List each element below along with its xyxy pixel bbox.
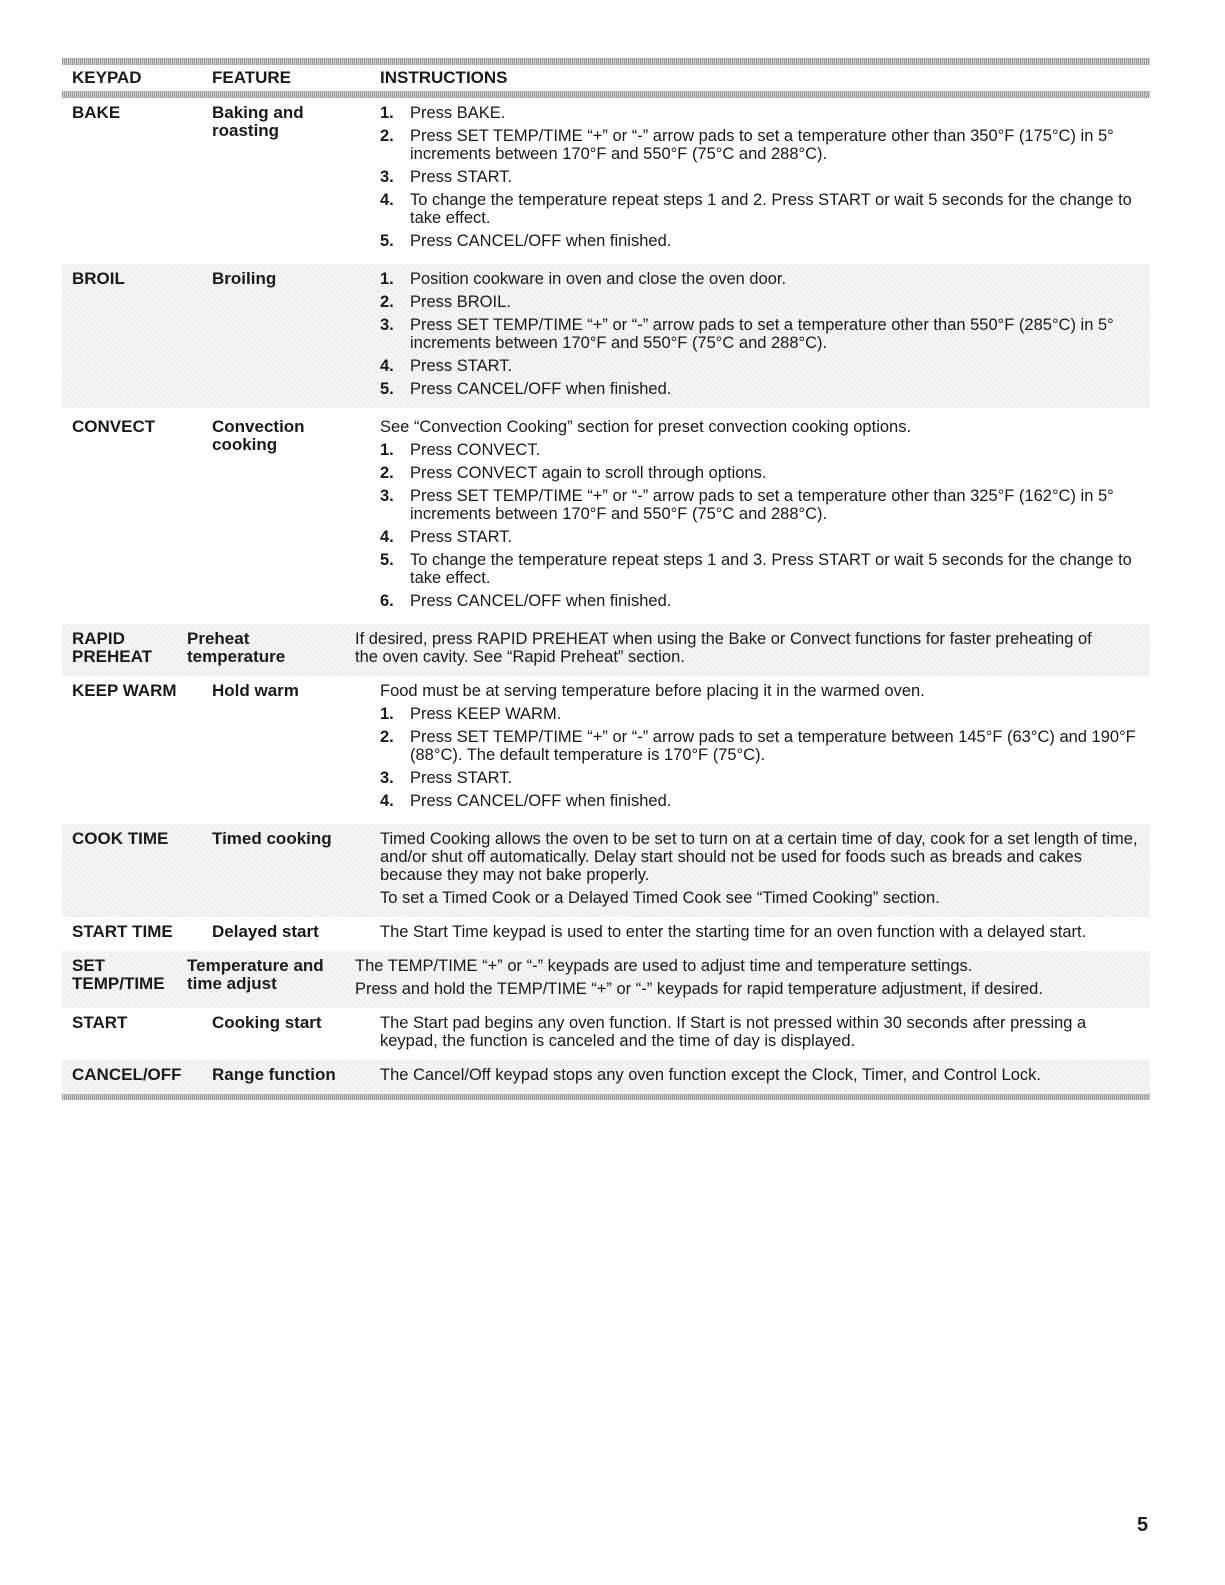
instructions-cell	[380, 104, 1150, 250]
instruction-paragraph: The TEMP/TIME “+” or “-” keypads are used to adjust time and temperature settings.	[355, 957, 973, 975]
step-text: Press BROIL.	[410, 293, 511, 311]
step-number: 2.	[380, 464, 394, 482]
step-text: Press SET TEMP/TIME “+” or “-” arrow pads to set a temperature other than 350°F (175°C) in 5° increments between 170°F and 550°F (75°C and 288°C).	[410, 127, 1114, 163]
step-number: 2.	[380, 293, 394, 311]
keypad-cell: CONVECT	[72, 417, 156, 436]
step-item	[380, 168, 1144, 186]
step-number: 4.	[380, 528, 394, 546]
step-item	[380, 792, 1144, 810]
keypad-cell: SET TEMP/TIME	[72, 956, 165, 993]
table-body	[62, 98, 1150, 1094]
step-number: 5.	[380, 551, 394, 569]
step-text: Press START.	[410, 357, 513, 375]
instruction-paragraph: The Cancel/Off keypad stops any oven function except the Clock, Timer, and Control Lock.	[380, 1066, 1041, 1084]
feature-cell: Timed cooking	[212, 829, 332, 848]
step-text: Press CANCEL/OFF when finished.	[410, 792, 672, 810]
instruction-paragraph: The Start Time keypad is used to enter the starting time for an oven function with a delayed start.	[380, 923, 1087, 941]
step-item	[380, 293, 1144, 311]
feature-cell: Range function	[212, 1065, 336, 1084]
keypad-cell: START TIME	[72, 922, 173, 941]
step-item	[380, 592, 1144, 610]
table-bottom-rule	[62, 1094, 1150, 1100]
step-text: Press CANCEL/OFF when finished.	[410, 380, 672, 398]
step-item	[380, 316, 1144, 352]
table-header-row	[62, 65, 1150, 91]
step-item	[380, 464, 1144, 482]
step-item	[380, 270, 1144, 288]
instructions-cell	[355, 957, 1125, 998]
instructions-cell	[380, 270, 1150, 398]
instructions-cell	[380, 418, 1150, 610]
keypad-cell: START	[72, 1013, 128, 1032]
step-number: 1.	[380, 705, 394, 723]
step-text: Press SET TEMP/TIME “+” or “-” arrow pads to set a temperature other than 550°F (285°C) in 5° increments between 170°F and 550°F (75°C and 288°C).	[410, 316, 1114, 352]
steps-list	[380, 270, 1144, 398]
instruction-paragraph: Timed Cooking allows the oven to be set to turn on at a certain time of day, cook for a set length of time, and/or shut off automatically. Delay start should not be used for foods such as breads and cakes because they may not bake properly.	[380, 830, 1138, 884]
feature-cell: Cooking start	[212, 1013, 322, 1032]
step-text: Press CONVECT again to scroll through options.	[410, 464, 767, 482]
step-item	[380, 380, 1144, 398]
step-number: 5.	[380, 380, 394, 398]
step-text: Press SET TEMP/TIME “+” or “-” arrow pads to set a temperature other than 325°F (162°C) in 5° increments between 170°F and 550°F (75°C and 288°C).	[410, 487, 1114, 523]
keypad-table	[62, 58, 1150, 1100]
keypad-cell: KEEP WARM	[72, 681, 177, 700]
step-item	[380, 705, 1144, 723]
step-item	[380, 728, 1144, 764]
table-row	[62, 408, 1150, 624]
step-number: 2.	[380, 127, 394, 145]
feature-cell: Broiling	[212, 269, 277, 288]
keypad-cell: BAKE	[72, 103, 121, 122]
table-row	[62, 624, 1150, 676]
feature-cell: Preheat temperature	[187, 629, 286, 666]
instructions-cell	[355, 630, 1125, 666]
step-text: Press START.	[410, 168, 513, 186]
instructions-cell	[380, 1014, 1150, 1050]
feature-cell: Baking and roasting	[212, 103, 304, 140]
keypad-cell: BROIL	[72, 269, 125, 288]
keypad-cell: COOK TIME	[72, 829, 169, 848]
step-number: 2.	[380, 728, 394, 746]
page-number: 5	[1137, 1514, 1149, 1536]
feature-cell: Delayed start	[212, 922, 319, 941]
table-top-rule	[62, 58, 1150, 65]
step-number: 1.	[380, 441, 394, 459]
header-keypad: KEYPAD	[72, 68, 142, 87]
table-row	[62, 1008, 1150, 1060]
feature-cell: Convection cooking	[212, 417, 305, 454]
table-row	[62, 264, 1150, 408]
step-text: Press SET TEMP/TIME “+” or “-” arrow pads to set a temperature between 145°F (63°C) and 190°F (88°C). The default temperature is 170°F (75°C).	[410, 728, 1136, 764]
keypad-cell: CANCEL/OFF	[72, 1065, 182, 1084]
step-text: Press START.	[410, 528, 513, 546]
table-row	[62, 1060, 1150, 1094]
step-text: Press START.	[410, 769, 513, 787]
table-row	[62, 98, 1150, 264]
step-text: To change the temperature repeat steps 1 and 3. Press START or wait 5 seconds for the change to take effect.	[410, 551, 1132, 587]
step-number: 6.	[380, 592, 394, 610]
steps-list	[380, 104, 1144, 250]
instructions-cell	[380, 1066, 1150, 1084]
step-number: 4.	[380, 792, 394, 810]
step-number: 3.	[380, 769, 394, 787]
instruction-paragraph: Food must be at serving temperature before placing it in the warmed oven.	[380, 682, 925, 700]
step-item	[380, 487, 1144, 523]
instruction-paragraph: Press and hold the TEMP/TIME “+” or “-” keypads for rapid temperature adjustment, if desired.	[355, 980, 1043, 998]
keypad-cell: RAPID PREHEAT	[72, 629, 152, 666]
step-number: 4.	[380, 357, 394, 375]
step-number: 3.	[380, 487, 394, 505]
instruction-paragraph: To set a Timed Cook or a Delayed Timed Cook see “Timed Cooking” section.	[380, 889, 940, 907]
table-header-rule	[62, 91, 1150, 98]
step-item	[380, 441, 1144, 459]
step-item	[380, 104, 1144, 122]
instructions-cell	[380, 830, 1150, 907]
step-number: 3.	[380, 316, 394, 334]
step-text: Press CANCEL/OFF when finished.	[410, 592, 672, 610]
feature-cell: Hold warm	[212, 681, 299, 700]
step-text: Press KEEP WARM.	[410, 705, 562, 723]
step-text: To change the temperature repeat steps 1 and 2. Press START or wait 5 seconds for the change to take effect.	[410, 191, 1132, 227]
step-number: 4.	[380, 191, 394, 209]
table-row	[62, 917, 1150, 951]
step-text: Press CANCEL/OFF when finished.	[410, 232, 672, 250]
step-text: Press CONVECT.	[410, 441, 541, 459]
step-item	[380, 357, 1144, 375]
step-number: 5.	[380, 232, 394, 250]
step-number: 3.	[380, 168, 394, 186]
header-instructions: INSTRUCTIONS	[380, 68, 508, 87]
instructions-cell	[380, 923, 1150, 941]
instructions-cell	[380, 682, 1150, 810]
instruction-paragraph: The Start pad begins any oven function. If Start is not pressed within 30 seconds after pressing a keypad, the function is canceled and the time of day is displayed.	[380, 1014, 1087, 1050]
feature-cell: Temperature and time adjust	[187, 956, 324, 993]
step-item	[380, 191, 1144, 227]
step-item	[380, 127, 1144, 163]
step-item	[380, 232, 1144, 250]
instruction-paragraph: See “Convection Cooking” section for preset convection cooking options.	[380, 418, 912, 436]
instruction-paragraph: If desired, press RAPID PREHEAT when using the Bake or Convect functions for faster preheating of the oven cavity. See “Rapid Preheat” section.	[355, 630, 1092, 666]
header-feature: FEATURE	[212, 68, 292, 87]
steps-list	[380, 705, 1144, 810]
step-text: Position cookware in oven and close the oven door.	[410, 270, 787, 288]
table-row	[62, 676, 1150, 824]
step-text: Press BAKE.	[410, 104, 506, 122]
step-item	[380, 769, 1144, 787]
steps-list	[380, 441, 1144, 610]
table-row	[62, 951, 1150, 1008]
table-row	[62, 824, 1150, 917]
step-number: 1.	[380, 270, 394, 288]
step-item	[380, 528, 1144, 546]
step-number: 1.	[380, 104, 394, 122]
step-item	[380, 551, 1144, 587]
